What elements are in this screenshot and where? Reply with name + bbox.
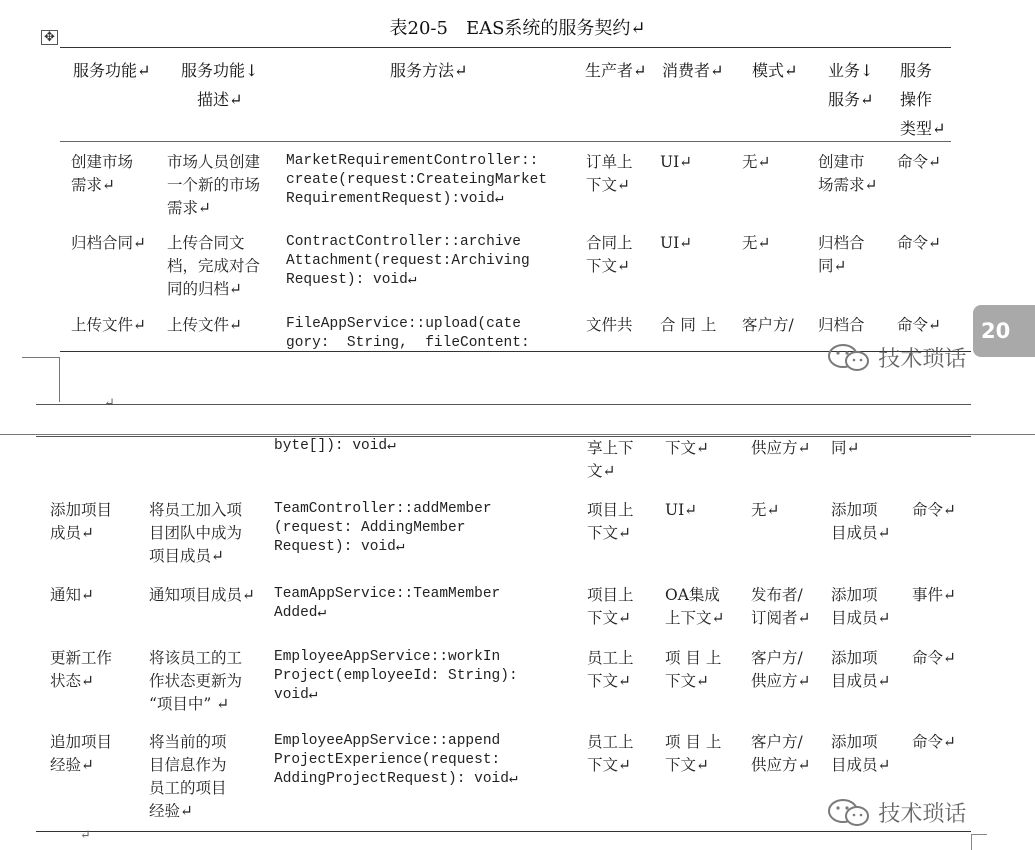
- header-mode: 模式↵: [752, 61, 798, 80]
- cell-method-line: Attachment(request:Archiving: [286, 253, 530, 269]
- cell-operation-type-line: 命令↵: [897, 234, 941, 252]
- cell-producer: [587, 647, 634, 693]
- cell-consumer-line: 下文↵: [665, 439, 709, 457]
- cell-producer-line: 下文↵: [586, 176, 630, 194]
- cell-producer-line: 下文↵: [586, 257, 630, 275]
- cell-consumer-line: 项 目 上: [665, 733, 722, 751]
- cell-producer-line: 文↵: [587, 462, 616, 480]
- cell-method-line: RequirementRequest):void↵: [286, 191, 504, 207]
- cell-consumer: [665, 437, 709, 460]
- cell-function: [50, 499, 112, 545]
- cell-producer: [586, 151, 633, 197]
- cell-method-line: Project(employeeId: String):: [274, 668, 518, 684]
- cell-consumer: [665, 584, 725, 630]
- cell-operation-type-line: 命令↵: [912, 733, 956, 751]
- cell-producer-line: 下文↵: [587, 524, 631, 542]
- cell-mode-line: 无↵: [742, 234, 771, 252]
- cell-consumer-line: 项 目 上: [665, 649, 722, 667]
- cell-mode-line: 无↵: [742, 153, 771, 171]
- cell-method: [274, 732, 518, 789]
- cell-business-service: [818, 314, 865, 337]
- cell-business-service-line: 目成员↵: [831, 756, 891, 774]
- cell-description-line: 上传合同文: [167, 234, 245, 252]
- page-edge-line: [0, 434, 1035, 435]
- cell-description-line: 经验↵: [149, 802, 193, 820]
- cell-consumer-line: 合 同 上: [660, 316, 717, 334]
- header-producer: 生产者↵: [585, 61, 647, 80]
- cell-mode: [751, 437, 811, 460]
- cell-consumer-line: UI↵: [660, 153, 693, 171]
- cell-operation-type: [912, 647, 956, 670]
- cell-function-line: 成员↵: [50, 524, 94, 542]
- cell-consumer-line: 下文↵: [665, 756, 709, 774]
- cell-mode: [751, 499, 780, 522]
- watermark-top: [826, 342, 966, 381]
- page-margin-mark-vertical: [59, 357, 60, 402]
- cell-method-line: gory: String, fileContent:: [286, 335, 530, 351]
- cell-function-line: 追加项目: [50, 733, 113, 751]
- cell-mode-line: 订阅者↵: [751, 609, 811, 627]
- cell-producer: [587, 437, 634, 483]
- cell-consumer: [660, 151, 692, 174]
- cell-method-line: create(request:CreateingMarket: [286, 172, 548, 188]
- cell-mode-line: 客户方/: [751, 733, 803, 751]
- paragraph-mark-bottom: ↵: [80, 828, 91, 843]
- watermark-text: 技术琐话: [878, 347, 967, 372]
- cell-business-service: [831, 499, 891, 545]
- cell-description: [167, 151, 260, 220]
- header-service-desc: 服务功能↓ 描述↵: [181, 61, 259, 109]
- cell-business-service-line: 归档合: [818, 234, 865, 252]
- cell-operation-type: [912, 584, 956, 607]
- cell-method-line: EmployeeAppService::workIn: [274, 649, 501, 665]
- cell-description-line: 通知项目成员↵: [149, 586, 255, 604]
- cell-description-line: 档，完成对合: [167, 257, 261, 275]
- cell-producer-line: 员工上: [587, 733, 634, 751]
- cell-mode-line: 客户方/: [751, 649, 803, 667]
- table-top-rule: [60, 47, 951, 48]
- cell-function: [50, 647, 112, 693]
- cell-producer-line: 文件共: [586, 316, 633, 334]
- cell-consumer: [665, 647, 721, 693]
- cell-description-line: 需求↵: [167, 199, 211, 217]
- cell-function: [71, 232, 146, 255]
- cell-producer-line: 享上下: [587, 439, 634, 457]
- cell-mode-line: 供应方↵: [751, 439, 811, 457]
- cell-method-line: AddingProjectRequest): void↵: [274, 771, 518, 787]
- cell-description-line: 将当前的项: [149, 733, 227, 751]
- cell-business-service-line: 添加项: [831, 586, 878, 604]
- cell-description: [149, 499, 242, 568]
- cell-mode: [751, 647, 811, 693]
- cell-method-line: Request): void↵: [274, 539, 405, 555]
- watermark-text: 技术琐话: [878, 802, 967, 827]
- header-service-function: 服务功能↵: [73, 61, 151, 80]
- cell-method-line: ContractController::archive: [286, 234, 521, 250]
- cell-consumer-line: UI↵: [660, 234, 693, 252]
- cell-producer-line: 下文↵: [587, 672, 631, 690]
- cell-function-line: 创建市场: [71, 153, 134, 171]
- cell-producer-line: 项目上: [587, 501, 634, 519]
- cell-producer-line: 订单上: [586, 153, 633, 171]
- cell-function-line: 需求↵: [71, 176, 115, 194]
- cell-producer: [587, 499, 634, 545]
- cell-operation-type: [897, 151, 941, 174]
- cell-description-line: “项目中” ↵: [149, 695, 230, 713]
- cell-consumer-line: UI↵: [665, 501, 698, 519]
- cell-mode-line: 无↵: [751, 501, 780, 519]
- page-corner-mark: [971, 834, 987, 850]
- cell-business-service: [831, 437, 860, 460]
- header-bottom-rule: [60, 141, 951, 142]
- cell-method-line: void↵: [274, 687, 318, 703]
- cell-method-line: Request): void↵: [286, 272, 417, 288]
- cell-function-line: 经验↵: [50, 756, 94, 774]
- cell-method-line: Added↵: [274, 605, 327, 621]
- cell-mode: [751, 731, 811, 777]
- cell-method: [274, 648, 518, 705]
- cell-description: [167, 232, 260, 301]
- cell-description: [149, 647, 242, 716]
- cell-business-service-line: 目成员↵: [831, 609, 891, 627]
- cell-operation-type-line: 命令↵: [897, 316, 941, 334]
- cell-operation-type: [897, 314, 941, 337]
- cell-operation-type-line: 事件↵: [912, 586, 956, 604]
- cell-business-service-line: 添加项: [831, 733, 878, 751]
- cell-mode: [742, 151, 771, 174]
- wechat-logo-icon: [826, 355, 878, 379]
- cell-consumer: [665, 731, 721, 777]
- cell-method: [286, 315, 530, 353]
- cell-business-service-line: 同↵: [818, 257, 847, 275]
- cell-description-line: 作状态更新为: [149, 672, 243, 690]
- cell-method-line: (request: AddingMember: [274, 520, 466, 536]
- cell-consumer: [665, 499, 697, 522]
- cell-method-line: FileAppService::upload(cate: [286, 316, 521, 332]
- cell-function: [71, 314, 146, 337]
- cell-producer-line: 下文↵: [587, 756, 631, 774]
- cell-consumer-line: OA集成: [665, 586, 720, 604]
- cell-business-service-line: 添加项: [831, 649, 878, 667]
- cell-operation-type-line: 命令↵: [912, 501, 956, 519]
- cell-producer: [587, 731, 634, 777]
- cell-description-line: 员工的项目: [149, 779, 227, 797]
- cell-function: [50, 731, 112, 777]
- table-caption: 表20-5 EAS系统的服务契约↵: [389, 18, 646, 39]
- cell-producer-line: 合同上: [586, 234, 633, 252]
- cell-business-service: [831, 647, 891, 693]
- cell-method: [286, 233, 530, 290]
- cell-description-line: 项目成员↵: [149, 547, 224, 565]
- cell-mode: [742, 232, 771, 255]
- cell-operation-type-line: 命令↵: [912, 649, 956, 667]
- cell-method-line: TeamController::addMember: [274, 501, 492, 517]
- cell-producer-line: 员工上: [587, 649, 634, 667]
- cell-mode-line: 供应方↵: [751, 672, 811, 690]
- cell-method: [274, 500, 492, 557]
- cell-operation-type-line: 命令↵: [897, 153, 941, 171]
- cell-producer-line: 下文↵: [587, 609, 631, 627]
- cell-business-service-line: 目成员↵: [831, 672, 891, 690]
- cell-description: [167, 314, 242, 337]
- cell-business-service-line: 场需求↵: [818, 176, 878, 194]
- cell-operation-type: [897, 232, 941, 255]
- cell-mode: [742, 314, 794, 337]
- cell-function-line: 添加项目: [50, 501, 113, 519]
- cell-mode-line: 客户方/: [742, 316, 794, 334]
- cell-business-service-line: 目成员↵: [831, 524, 891, 542]
- cell-producer: [586, 314, 633, 337]
- cell-business-service-line: 创建市: [818, 153, 865, 171]
- cell-mode: [751, 584, 811, 630]
- cell-consumer-line: 上下文↵: [665, 609, 725, 627]
- cell-method: [274, 437, 396, 456]
- header-service-method: 服务方法↵: [390, 61, 468, 80]
- cell-method-line: TeamAppService::TeamMember: [274, 586, 501, 602]
- cell-business-service-line: 添加项: [831, 501, 878, 519]
- cell-consumer: [660, 314, 716, 337]
- header-operation-type: 服务 操作 类型↵: [900, 61, 946, 138]
- cell-description-line: 同的归档↵: [167, 280, 242, 298]
- cell-function: [50, 584, 94, 607]
- cell-business-service-line: 归档合: [818, 316, 865, 334]
- cell-business-service: [831, 584, 891, 630]
- cell-function-line: 归档合同↵: [71, 234, 146, 252]
- wechat-logo-icon: [826, 810, 878, 834]
- cell-description-line: 将该员工的工: [149, 649, 243, 667]
- cell-description-line: 市场人员创建: [167, 153, 261, 171]
- cell-description-line: 将员工加入项: [149, 501, 243, 519]
- cell-producer: [586, 232, 633, 278]
- cell-function-line: 上传文件↵: [71, 316, 146, 334]
- cell-method-line: EmployeeAppService::append: [274, 733, 501, 749]
- cell-mode-line: 发布者/: [751, 586, 803, 604]
- cell-method: [286, 152, 547, 209]
- cell-method-line: byte[]): void↵: [274, 438, 396, 454]
- cell-description-line: 一个新的市场: [167, 176, 261, 194]
- table-move-handle-icon[interactable]: ✥: [41, 30, 58, 45]
- cell-business-service-line: 同↵: [831, 439, 860, 457]
- cell-consumer: [660, 232, 692, 255]
- cell-method-line: ProjectExperience(request:: [274, 752, 501, 768]
- cell-operation-type: [912, 731, 956, 754]
- cell-function-line: 更新工作: [50, 649, 113, 667]
- chapter-tab: 20: [973, 305, 1035, 357]
- header-consumer: 消费者↵: [662, 61, 724, 80]
- cell-consumer-line: 下文↵: [665, 672, 709, 690]
- cell-method: [274, 585, 500, 623]
- cell-description-line: 目信息作为: [149, 756, 227, 774]
- page-break-gap: [36, 404, 971, 437]
- cell-function-line: 通知↵: [50, 586, 94, 604]
- cell-business-service: [831, 731, 891, 777]
- cell-business-service: [818, 151, 878, 197]
- cell-function-line: 状态↵: [50, 672, 94, 690]
- cell-producer-line: 项目上: [587, 586, 634, 604]
- cell-operation-type: [912, 499, 956, 522]
- cell-producer: [587, 584, 634, 630]
- watermark-bottom: [826, 797, 966, 836]
- cell-business-service: [818, 232, 865, 278]
- cell-description-line: 上传文件↵: [167, 316, 242, 334]
- page-margin-mark-left: [22, 357, 60, 358]
- header-business-service: 业务↓ 服务↵: [828, 61, 874, 109]
- cell-description-line: 目团队中成为: [149, 524, 243, 542]
- cell-mode-line: 供应方↵: [751, 756, 811, 774]
- cell-function: [71, 151, 133, 197]
- cell-description: [149, 731, 227, 823]
- cell-description: [149, 584, 255, 607]
- cell-method-line: MarketRequirementController::: [286, 153, 539, 169]
